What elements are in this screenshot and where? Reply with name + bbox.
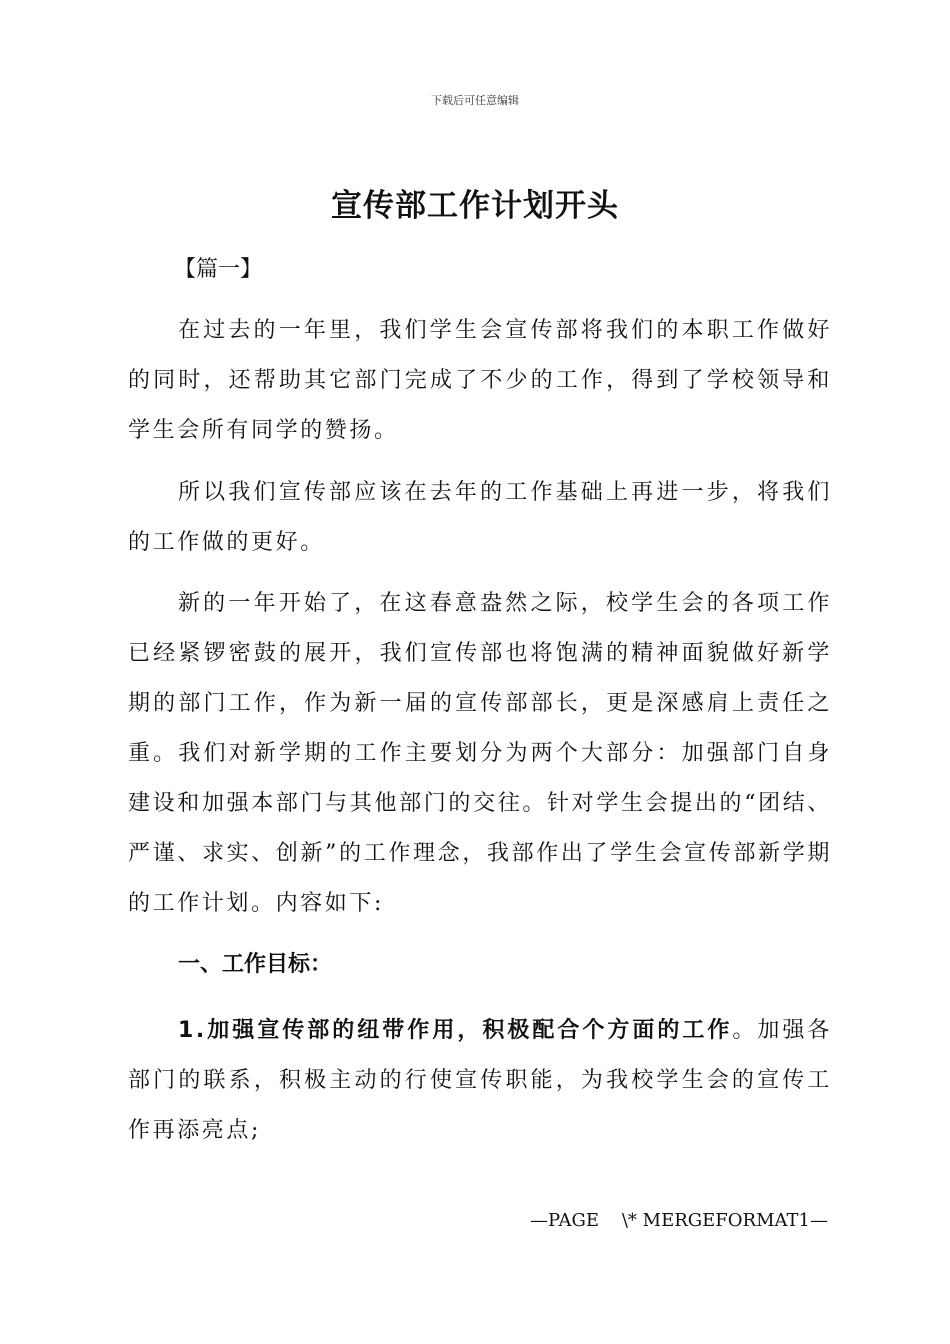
section-tag: 【篇一】 [174,257,263,282]
paragraph-3: 新的一年开始了，在这春意盎然之际，校学生会的各项工作已经紧锣密鼓的展开，我们宣传部也将饱满的精神面貌做好新学期的部门工作，作为新一届的宣传部部长，更是深感肩上责任之重。我们对新学期的工作主要划分为两个大部分：加强部门自身建设和加强本部门与其他部门的交往。针对学生会提出的“团结、严谨、求实、创新”的工作理念，我部作出了学生会宣传部新学期的工作计划。内容如下: [128,591,832,916]
document-title: 宣传部工作计划开头 [331,188,619,224]
paragraph-4 [128,1006,832,1156]
page-footer: —PAGE \* MERGEFORMAT1— [530,1210,828,1231]
paragraph-4-rest: 。加强各部门的联系，积极主动的行使宣传职能，为我校学生会的宣传工作再添亮点; [128,1018,833,1143]
paragraph-4-bold-lead: 1.加强宣传部的纽带作用，积极配合个方面的工作 [178,1018,733,1043]
section-heading-goals: 一、工作目标： [178,952,333,977]
paragraph-1: 在过去的一年里，我们学生会宣传部将我们的本职工作做好的同时，还帮助其它部门完成了不少的工作，得到了学校领导和学生会所有同学的赞扬。 [128,318,832,443]
header-note: 下载后可任意编辑 [431,94,519,107]
paragraph-2: 所以我们宣传部应该在去年的工作基础上再进一步，将我们的工作做的更好。 [128,480,832,555]
